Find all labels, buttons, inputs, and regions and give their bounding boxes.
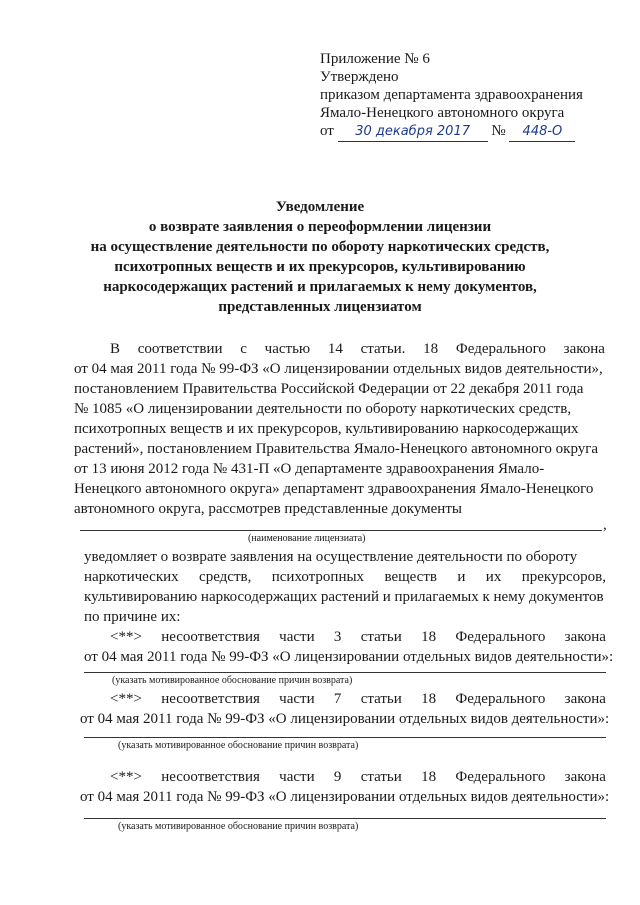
reason-2-line-2: от 04 мая 2011 года № 99-ФЗ «О лицензировании отдельных видов деятельности»:	[80, 711, 610, 727]
p1-line-8: Ненецкого автономного округа» департамент здравоохранения Ямало-Ненецкого	[74, 481, 594, 497]
handwritten-date: 30 декабря 2017	[355, 124, 470, 139]
p1-line-7: от 13 июня 2012 года № 431-П «О департаменте здравоохранения Ямало-	[74, 461, 545, 477]
licensee-comma: ,	[603, 517, 607, 533]
p1-line-4: № 1085 «О лицензировании деятельности по обороту наркотических средств,	[74, 401, 572, 417]
title-line-2: о возврате заявления о переоформлении лицензии	[148, 219, 492, 235]
p1-line-5: психотропных веществ и их прекурсоров, культивированию наркосодержащих	[74, 421, 579, 437]
reason-1-caption: (указать мотивированное обоснование причин возврата)	[112, 675, 353, 686]
licensee-caption: (наименование лицензиата)	[248, 533, 366, 544]
appendix-label: Приложение № 6	[320, 51, 430, 67]
reason-1-blank-line	[84, 672, 606, 673]
order-line-1: приказом департамента здравоохранения	[320, 87, 583, 103]
reason-3-blank-line	[84, 818, 606, 819]
reason-1-line-2: от 04 мая 2011 года № 99-ФЗ «О лицензировании отдельных видов деятельности»:	[84, 649, 614, 665]
from-label: от	[320, 123, 334, 139]
p1-line-3: постановлением Правительства Российской Федерации от 22 декабря 2011 года	[74, 381, 584, 397]
reason-3-line-2: от 04 мая 2011 года № 99-ФЗ «О лицензировании отдельных видов деятельности»:	[80, 789, 610, 805]
title-line-4: психотропных веществ и их прекурсоров, культивированию	[114, 259, 526, 275]
p1-line-1: В соответствии с частью 14 статьи. 18 Федерального закона	[110, 341, 605, 357]
p2-line-2: наркотических средств, психотропных веществ и их прекурсоров,	[84, 569, 606, 585]
p2-line-4: по причине их:	[84, 609, 181, 625]
reason-2-blank-line	[84, 737, 606, 738]
p1-line-2: от 04 мая 2011 года № 99-ФЗ «О лицензировании отдельных видов деятельности»,	[74, 361, 603, 377]
order-line-2: Ямало-Ненецкого автономного округа	[320, 105, 565, 121]
title-line-1: Уведомление	[275, 199, 365, 215]
p2-line-1: уведомляет о возврате заявления на осуществление деятельности по обороту	[84, 549, 578, 565]
reason-3-line-1: <**> несоответствия части 9 статьи 18 Федерального закона	[110, 769, 606, 785]
p2-line-3: культивированию наркосодержащих растений и прилагаемых к нему документов	[84, 589, 604, 605]
reason-2-line-1: <**> несоответствия части 7 статьи 18 Федерального закона	[110, 691, 606, 707]
reason-3-caption: (указать мотивированное обоснование причин возврата)	[118, 821, 359, 832]
p1-line-9: автономного округа, рассмотрев представленные документы	[74, 501, 462, 517]
reason-1-line-1: <**> несоответствия части 3 статьи 18 Федерального закона	[110, 629, 606, 645]
p1-line-6: растений», постановлением Правительства Ямало-Ненецкого автономного округа	[74, 441, 599, 457]
handwritten-number: 448-О	[522, 124, 563, 139]
title-line-5: наркосодержащих растений и прилагаемых к нему документов,	[103, 279, 537, 295]
licensee-blank-line	[80, 530, 602, 531]
number-label: №	[491, 123, 506, 139]
approved-label: Утверждено	[320, 69, 399, 85]
order-date-number	[320, 122, 575, 142]
title-line-3: на осуществление деятельности по обороту наркотических средств,	[90, 239, 550, 255]
title-line-6: представленных лицензиатом	[218, 299, 422, 315]
reason-2-caption: (указать мотивированное обоснование причин возврата)	[118, 740, 359, 751]
